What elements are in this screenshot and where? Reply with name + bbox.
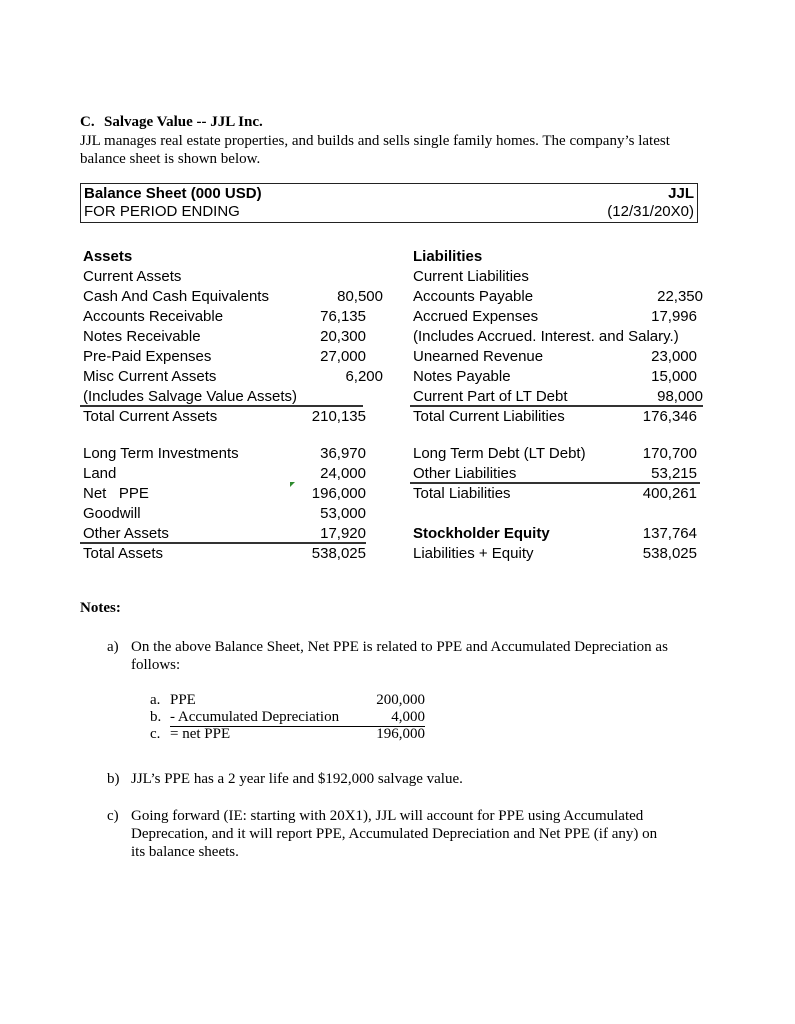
- period-label: FOR PERIOD ENDING: [84, 203, 240, 220]
- note-b: [107, 770, 717, 790]
- liability-row: Accounts Payable 22,350: [413, 288, 703, 305]
- total-current-assets-row: Total Current Assets 210,135: [83, 408, 366, 425]
- total-liabilities-row: Total Liabilities 400,261: [413, 485, 697, 502]
- note-b-text: JJL’s PPE has a 2 year life and $192,000 salvage value.: [131, 771, 463, 787]
- liability-row: Long Term Debt (LT Debt) 170,700: [413, 445, 697, 462]
- note-a-line1: On the above Balance Sheet, Net PPE is related to PPE and Accumulated Depreciation as: [131, 639, 668, 655]
- assets-heading: Assets: [83, 248, 133, 265]
- total-current-liabilities-row: Total Current Liabilities 176,346: [413, 408, 697, 425]
- note-marker: b): [107, 771, 120, 787]
- asset-row: Cash And Cash Equivalents 80,500: [83, 288, 383, 305]
- note-c-line3: its balance sheets.: [131, 844, 239, 860]
- liability-row: Accrued Expenses 17,996: [413, 308, 697, 325]
- assets-section: [83, 247, 383, 427]
- liabilities-plus-equity-row: Liabilities + Equity 538,025: [413, 545, 697, 562]
- asset-row: Long Term Investments 36,970: [83, 445, 366, 462]
- note-marker: c): [107, 808, 119, 824]
- asset-row: Land 24,000: [83, 465, 366, 482]
- ppe-row: a. PPE 200,000: [150, 692, 425, 708]
- comment-indicator-icon: [290, 482, 295, 487]
- company-name: JJL: [668, 185, 694, 202]
- accrued-note: (Includes Accrued. Interest. and Salary.): [413, 328, 679, 345]
- asset-row: Net PPE 196,000: [83, 485, 366, 502]
- note-c-line1: Going forward (IE: starting with 20X1), JJL will account for PPE using Accumulated: [131, 808, 644, 824]
- liabilities-section: [413, 247, 703, 427]
- salvage-note: (Includes Salvage Value Assets): [83, 388, 298, 405]
- note-marker: a): [107, 639, 119, 655]
- ppe-row: b. - Accumulated Depreciation 4,000: [150, 709, 425, 725]
- current-liabilities-heading: Current Liabilities: [413, 268, 529, 285]
- long-term-liabilities-section: [413, 444, 703, 564]
- note-a-line2: follows:: [131, 657, 181, 673]
- liability-row: Notes Payable 15,000: [413, 368, 697, 385]
- asset-row: Misc Current Assets 6,200: [83, 368, 383, 385]
- note-c-line2: Deprecation, and it will report PPE, Accumulated Depreciation and Net PPE (if any) on: [131, 826, 658, 842]
- intro-paragraph: JJL manages real estate properties, and builds and sells single family homes. The company’s latest balance sheet is shown below.: [80, 133, 670, 167]
- asset-row: Accounts Receivable 76,135: [83, 308, 366, 325]
- current-assets-heading: Current Assets: [83, 268, 182, 285]
- balance-sheet-title: Balance Sheet (000 USD): [84, 185, 262, 202]
- asset-row: Notes Receivable 20,300: [83, 328, 366, 345]
- stockholder-equity-row: Stockholder Equity 137,764: [413, 525, 697, 542]
- total-assets-row: Total Assets 538,025: [83, 545, 366, 562]
- liability-row: Unearned Revenue 23,000: [413, 348, 697, 365]
- section-heading: [80, 114, 263, 131]
- asset-row: Goodwill 53,000: [83, 505, 366, 522]
- section-title: Salvage Value -- JJL Inc.: [104, 114, 263, 130]
- ppe-calculation: [150, 692, 425, 743]
- liabilities-heading: Liabilities: [413, 248, 483, 265]
- ppe-row: c. = net PPE 196,000: [150, 726, 425, 742]
- notes-title: Notes:: [80, 600, 121, 616]
- note-a: [107, 638, 717, 678]
- note-c: [107, 807, 717, 867]
- period-date: (12/31/20X0): [607, 203, 694, 220]
- liability-row: Other Liabilities 53,215: [413, 465, 697, 482]
- liability-row: Current Part of LT Debt 98,000: [413, 388, 703, 405]
- asset-row: Pre-Paid Expenses 27,000: [83, 348, 366, 365]
- long-term-assets-section: [83, 444, 383, 564]
- asset-row: Other Assets 17,920: [83, 525, 366, 542]
- balance-sheet-header: [80, 183, 698, 223]
- section-letter: C.: [80, 114, 95, 130]
